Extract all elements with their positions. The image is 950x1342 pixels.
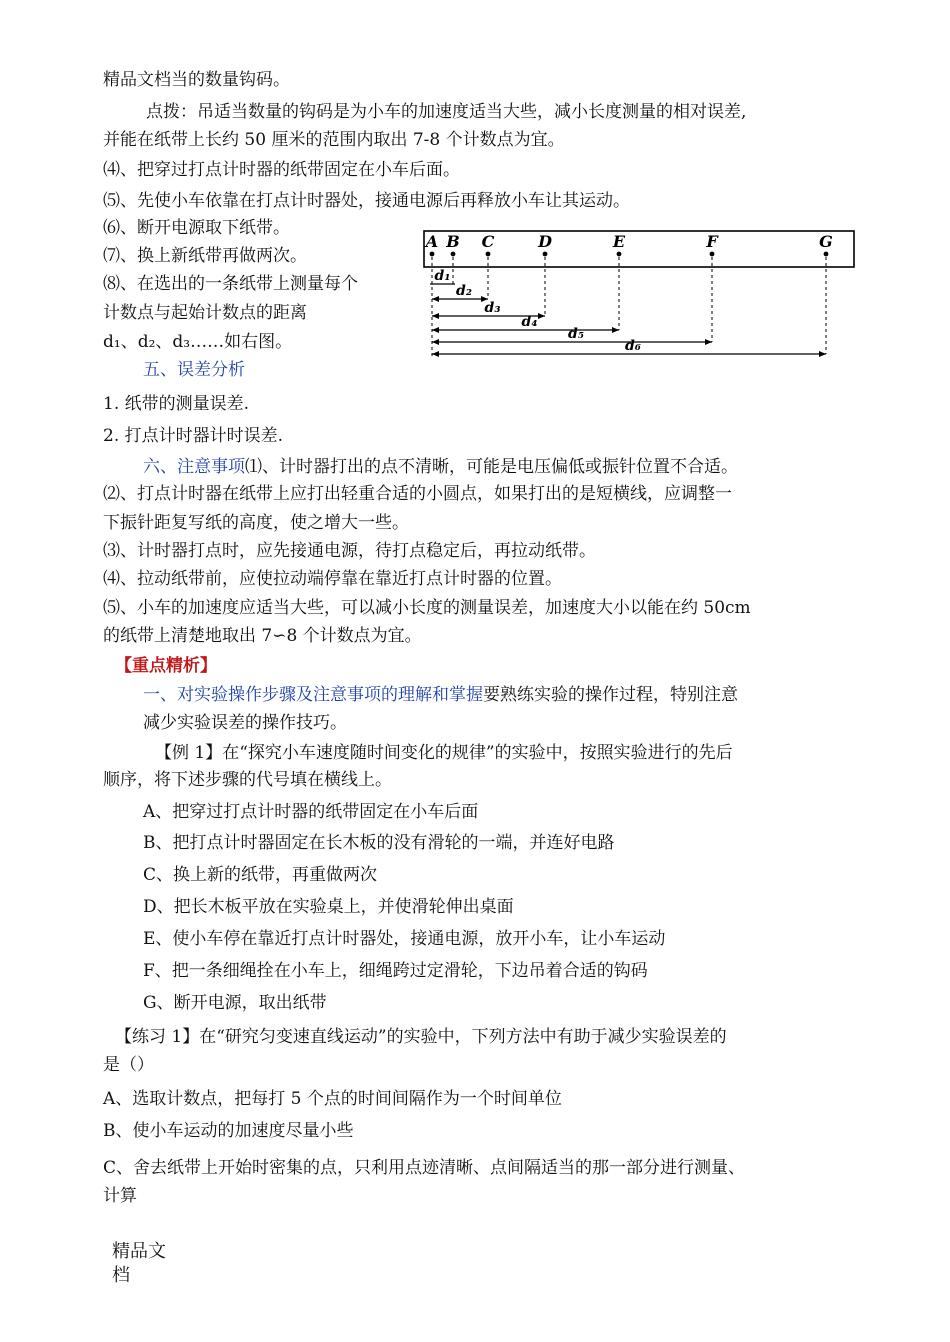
example-option-g: G、断开电源，取出纸带 — [143, 993, 327, 1013]
intro-line: 精品文档当的数量钩码。 — [103, 70, 290, 90]
step-8-line-3: d₁、d₂、d₃……如右图。 — [103, 332, 293, 352]
example-option-f: F、把一条细绳拴在小车上，细绳跨过定滑轮，下边吊着合适的钩码 — [143, 961, 648, 981]
example-option-d: D、把长木板平放在实验桌上，并使滑轮伸出桌面 — [143, 897, 514, 917]
note-5-line-1: ⑸、小车的加速度应适当大些，可以减小长度的测量误差，加速度大小以能在约 50cm — [103, 598, 751, 618]
distance-label-4: d₄ — [521, 314, 538, 330]
distance-arrow-5-head-left — [432, 339, 439, 345]
distance-arrow-4-head-right — [612, 327, 619, 333]
distance-arrow-6-head-left — [432, 351, 439, 357]
tape-dot-B — [451, 252, 456, 257]
example-option-e: E、使小车停在靠近打点计时器处，接通电源，放开小车，让小车运动 — [143, 929, 666, 949]
notes-heading: 六、注意事项 — [143, 457, 245, 477]
tip-line-1: 点拨：吊适当数量的钩码是为小车的加速度适当大些，减小长度测量的相对误差, — [146, 102, 747, 122]
distance-label-6: d₆ — [625, 338, 641, 354]
distance-arrow-3-head-right — [538, 313, 545, 319]
distance-arrow-5-head-right — [705, 339, 712, 345]
exercise-option-c-line-1: C、舍去纸带上开始时密集的点，只利用点迹清晰、点间隔适当的那一部分进行测量、 — [103, 1158, 746, 1178]
tape-point-label-C: C — [481, 232, 495, 251]
note-4: ⑷、拉动纸带前，应使拉动端停靠在靠近打点计时器的位置。 — [103, 569, 562, 589]
tape-diagram — [420, 224, 856, 364]
tape-point-label-A: A — [425, 232, 439, 251]
tape-dot-F — [710, 252, 715, 257]
key-points-subheading: 一、对实验操作步骤及注意事项的理解和掌握 — [143, 685, 483, 705]
footer-watermark-line-1: 精品文 — [112, 1241, 166, 1262]
exercise-1-line-1: 【练习 1】在“研究匀变速直线运动”的实验中，下列方法中有助于减少实验误差的 — [115, 1027, 727, 1047]
note-5-line-2: 的纸带上清楚地取出 7∽8 个计数点为宜。 — [103, 626, 422, 646]
example-option-a: A、把穿过打点计时器的纸带固定在小车后面 — [143, 802, 479, 822]
distance-arrow-2-head-left — [432, 296, 439, 302]
tip-line-2: 并能在纸带上长约 50 厘米的范围内取出 7-8 个计数点为宜。 — [103, 130, 565, 150]
distance-arrow-6-head-right — [819, 351, 826, 357]
step-5: ⑸、先使小车依靠在打点计时器处，接通电源后再释放小车让其运动。 — [103, 191, 630, 211]
exercise-option-b: B、使小车运动的加速度尽量小些 — [103, 1121, 354, 1141]
note-2-line-2: 下振针距复写纸的高度，使之增大一些。 — [103, 513, 409, 533]
step-8-line-2: 计数点与起始计数点的距离 — [103, 303, 307, 323]
distance-arrow-3-head-left — [432, 313, 439, 319]
distance-arrow-4-head-left — [432, 327, 439, 333]
tape-dot-D — [543, 252, 548, 257]
tape-dot-E — [617, 252, 622, 257]
note-3: ⑶、计时器打点时，应先接通电源，待打点稳定后，再拉动纸带。 — [103, 541, 596, 561]
tape-dot-C — [486, 252, 491, 257]
key-points-line-1: 一、对实验操作步骤及注意事项的理解和掌握要熟练实验的操作过程，特别注意 — [143, 685, 738, 705]
footer-watermark-line-2: 档 — [112, 1265, 130, 1286]
distance-label-3: d₃ — [484, 300, 501, 316]
tape-point-label-G: G — [819, 232, 833, 251]
step-7: ⑺、换上新纸带再做两次。 — [103, 246, 307, 266]
step-8-line-1: ⑻、在选出的一条纸带上测量每个 — [103, 274, 358, 294]
tape-point-label-E: E — [612, 232, 626, 251]
distance-label-5: d₅ — [568, 326, 584, 342]
tape-dot-A — [430, 252, 435, 257]
key-points-heading: 【重点精析】 — [115, 656, 217, 676]
header-watermark: 精品文档 — [103, 70, 171, 90]
example-1-line-2: 顺序，将下述步骤的代号填在横线上。 — [103, 770, 392, 790]
note-2-line-1: ⑵、打点计时器在纸带上应打出轻重合适的小圆点，如果打出的是短横线，应调整一 — [103, 484, 732, 504]
error-item-1: 1. 纸带的测量误差. — [103, 394, 250, 414]
exercise-option-c-line-2: 计算 — [103, 1186, 137, 1206]
step-6: ⑹、断开电源取下纸带。 — [103, 218, 290, 238]
tape-point-label-D: D — [538, 232, 552, 251]
exercise-option-a: A、选取计数点，把每打 5 个点的时间间隔作为一个时间单位 — [103, 1089, 562, 1109]
notes-line-1 — [143, 456, 738, 478]
distance-label-1: d₁ — [434, 268, 451, 284]
example-option-c: C、换上新的纸带，再重做两次 — [143, 865, 378, 885]
key-points-line-2: 减少实验误差的操作技巧。 — [143, 713, 347, 733]
error-item-2: 2. 打点计时器计时误差. — [103, 426, 284, 446]
note-1: ⑴、计时器打出的点不清晰，可能是电压偏低或振针位置不合适。 — [245, 457, 738, 477]
distance-label-2: d₂ — [456, 283, 472, 299]
tape-dot-G — [824, 252, 829, 257]
step-4: ⑷、把穿过打点计时器的纸带固定在小车后面。 — [103, 160, 460, 180]
tape-point-label-F: F — [706, 232, 718, 251]
exercise-1-line-2: 是（） — [103, 1055, 154, 1075]
tape-point-label-B: B — [446, 232, 460, 251]
example-1-line-1: 【例 1】在“探究小车速度随时间变化的规律”的实验中，按照实验进行的先后 — [155, 743, 733, 763]
error-analysis-heading: 五、误差分析 — [143, 360, 245, 380]
example-option-b: B、把打点计时器固定在长木板的没有滑轮的一端，并连好电路 — [143, 833, 615, 853]
